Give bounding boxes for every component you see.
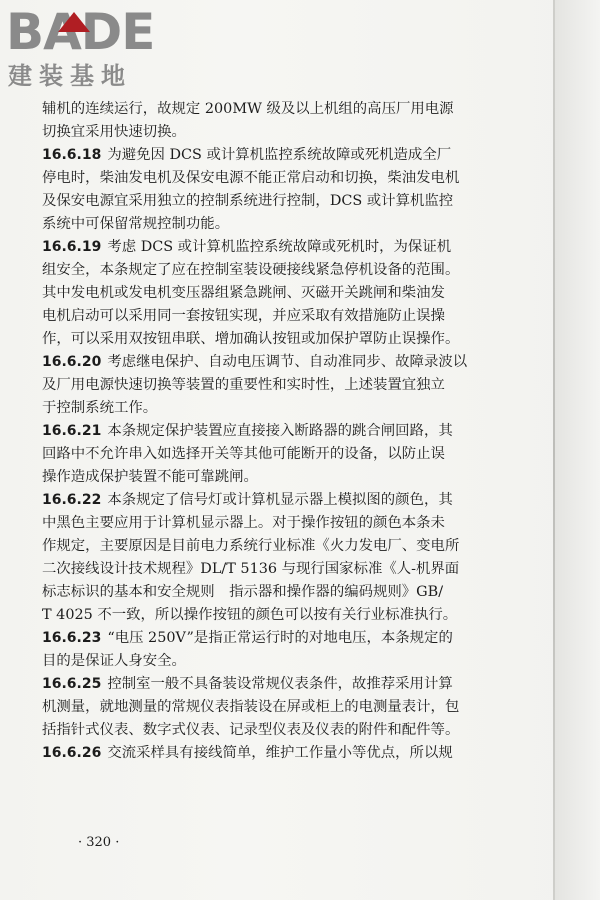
line-text: 切换宜采用快速切换。 bbox=[42, 124, 186, 140]
body-text bbox=[42, 98, 502, 765]
line-text: 辅机的连续运行，故规定 200MW 级及以上机组的高压厂用电源 bbox=[42, 101, 454, 117]
text-line bbox=[42, 98, 502, 121]
text-line bbox=[42, 121, 502, 144]
section-number: 16.6.20 bbox=[42, 354, 102, 370]
text-line bbox=[42, 443, 502, 466]
text-line bbox=[42, 719, 502, 742]
text-line bbox=[42, 604, 502, 627]
text-line bbox=[42, 696, 502, 719]
section-number: 16.6.21 bbox=[42, 423, 102, 439]
section-line bbox=[42, 742, 502, 765]
section-line bbox=[42, 144, 502, 167]
section-number: 16.6.19 bbox=[42, 239, 102, 255]
section-line bbox=[42, 351, 502, 374]
line-text: 操作造成保护装置不能可靠跳闸。 bbox=[42, 469, 258, 485]
section-line bbox=[42, 673, 502, 696]
section-number: 16.6.18 bbox=[42, 147, 102, 163]
text-line bbox=[42, 374, 502, 397]
logo-triangle-mark bbox=[58, 12, 90, 32]
line-text: 于控制系统工作。 bbox=[42, 400, 158, 416]
section-line bbox=[42, 420, 502, 443]
line-text: 括指针式仪表、数字式仪表、记录型仪表及仪表的附件和配件等。 bbox=[42, 722, 460, 738]
line-text: 为避免因 DCS 或计算机监控系统故障或死机造成全厂 bbox=[107, 147, 452, 163]
line-text: 本条规定保护装置应直接接入断路器的跳合闸回路，其 bbox=[107, 423, 453, 439]
line-text: 组安全，本条规定了应在控制室装设硬接线紧急停机设备的范围。 bbox=[42, 262, 460, 278]
line-text: 本条规定了信号灯或计算机显示器上模拟图的颜色，其 bbox=[107, 492, 453, 508]
logo-subtitle: 建装基地 bbox=[8, 62, 132, 90]
line-text: 二次接线设计技术规程》DL/T 5136 与现行国家标准《人-机界面 bbox=[42, 561, 460, 577]
text-line bbox=[42, 282, 502, 305]
line-text: 回路中不允许串入如选择开关等其他可能断开的设备，以防止误 bbox=[42, 446, 445, 462]
text-line bbox=[42, 328, 502, 351]
text-line bbox=[42, 259, 502, 282]
section-number: 16.6.23 bbox=[42, 630, 102, 646]
line-text: 停电时，柴油发电机及保安电源不能正常启动和切换，柴油发电机 bbox=[42, 170, 460, 186]
section-line bbox=[42, 627, 502, 650]
line-text: 交流采样具有接线简单，维护工作量小等优点，所以规 bbox=[107, 745, 453, 761]
line-text: 目的是保证人身安全。 bbox=[42, 653, 186, 669]
line-text: 作，可以采用双按钮串联、增加确认按钮或加保护罩防止误操作。 bbox=[42, 331, 460, 347]
text-line bbox=[42, 535, 502, 558]
line-text: 作规定，主要原因是目前电力系统行业标准《火力发电厂、变电所 bbox=[42, 538, 460, 554]
text-line bbox=[42, 397, 502, 420]
line-text: 及厂用电源快速切换等装置的重要性和实时性，上述装置宜独立 bbox=[42, 377, 445, 393]
text-line bbox=[42, 581, 502, 604]
page-number: · 320 · bbox=[78, 835, 120, 850]
line-text: 系统中可保留常规控制功能。 bbox=[42, 216, 230, 232]
line-text: “电压 250V”是指正常运行时的对地电压，本条规定的 bbox=[107, 630, 453, 646]
line-text: 电机启动可以采用同一套按钮实现，并应采取有效措施防止误操 bbox=[42, 308, 445, 324]
section-line bbox=[42, 489, 502, 512]
line-text: 其中发电机或发电机变压器组紧急跳闸、灭磁开关跳闸和柴油发 bbox=[42, 285, 445, 301]
scan-margin bbox=[555, 0, 600, 900]
section-number: 16.6.25 bbox=[42, 676, 102, 692]
line-text: 标志标识的基本和安全规则 指示器和操作器的编码规则》GB/ bbox=[42, 584, 444, 600]
text-line bbox=[42, 190, 502, 213]
text-line bbox=[42, 167, 502, 190]
line-text: 及保安电源宜采用独立的控制系统进行控制，DCS 或计算机监控 bbox=[42, 193, 454, 209]
line-text: 中黑色主要应用于计算机显示器上。对于操作按钮的颜色本条未 bbox=[42, 515, 445, 531]
line-text: T 4025 不一致，所以操作按钮的颜色可以按有关行业标准执行。 bbox=[42, 607, 458, 623]
section-line bbox=[42, 236, 502, 259]
text-line bbox=[42, 466, 502, 489]
text-line bbox=[42, 305, 502, 328]
line-text: 控制室一般不具备装设常规仪表条件，故推荐采用计算 bbox=[107, 676, 453, 692]
logo-word: BADE bbox=[6, 3, 155, 61]
line-text: 考虑 DCS 或计算机监控系统故障或死机时，为保证机 bbox=[107, 239, 452, 255]
line-text: 考虑继电保护、自动电压调节、自动准同步、故障录波以 bbox=[107, 354, 468, 370]
text-line bbox=[42, 512, 502, 535]
text-line bbox=[42, 213, 502, 236]
line-text: 机测量，就地测量的常规仪表指装设在屏或柜上的电测量表计，包 bbox=[42, 699, 460, 715]
section-number: 16.6.22 bbox=[42, 492, 102, 508]
text-line bbox=[42, 650, 502, 673]
section-number: 16.6.26 bbox=[42, 745, 102, 761]
bade-logo bbox=[6, 3, 186, 94]
text-line bbox=[42, 558, 502, 581]
